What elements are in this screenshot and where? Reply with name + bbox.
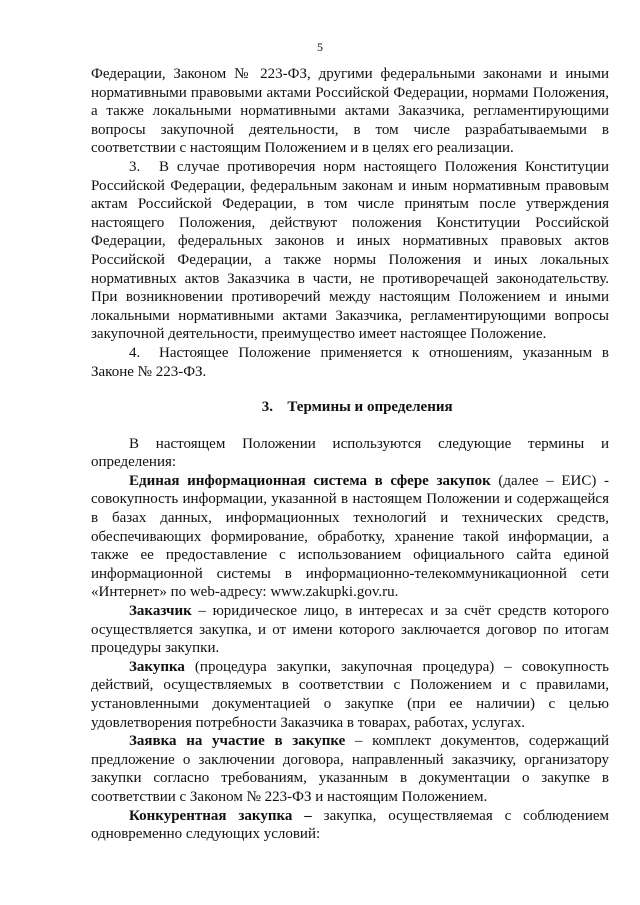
definition-procurement [91,658,609,732]
definition-text: закупка, осуществляемая с соблюдением одновременно следующих условий: [91,807,609,843]
definition-term: Заказчик [129,603,192,620]
page-number: 5 [317,40,323,54]
definition-term: Конкурентная закупка – [129,807,312,824]
definition-customer [91,602,609,658]
item-text: В случае противоречия норм настоящего Положения Конституции Российской Федерации, федеральным законам и иным нормативным правовым актам Российской Федерации, в том числе принятым после утверждения настоящего Положения, действуют положения Конституции Российской Федерации, федеральных законов и иных нормативных правовых актов Российской Федерации, а также нормы Положения и иных локальных нормативных актов Заказчика в части, не противоречащей законодательству. При возникновении противоречий между настоящим Положением и иными локальными нормативными актами Заказчика, регламентирующими вопросы закупочной деятельности, преимущество имеет настоящее Положение. [91,158,609,343]
section-heading [91,398,609,417]
definition-text: – комплект документов, содержащий предложение о заключении договора, направленный заказчику, организатору закупки согласно требованиям, указанным в документации о закупке в соответствии с Законом № 223-ФЗ и настоящим Положением. [91,733,609,805]
definition-term: Единая информационная система в сфере закупок [129,472,491,489]
section-number: 3. [261,399,273,416]
item-text: Настоящее Положение применяется к отношениям, указанным в Законе № 223-ФЗ. [91,344,609,380]
paragraph-continuation: Федерации, Законом № 223-ФЗ, другими федеральными законами и иными нормативными правовыми актами Российской Федерации, нормами Положения, а также локальными нормативными актами Заказчика, регламентирующими вопросы закупочной деятельности, в том числе разрабатываемыми в соответствии с настоящим Положением и в целях его реализации. [91,66,609,157]
definition-application [91,732,609,806]
item-number: 3. [129,158,141,175]
document-body [91,65,609,844]
numbered-item-4 [91,344,609,381]
definition-eis [91,472,609,602]
definition-competitive-procurement [91,807,609,844]
definition-text: – юридическое лицо, в интересах и за счёт средств которого осуществляется закупка, и от имени которого заключается договор по итогам процедуры закупки. [91,603,609,657]
numbered-item-3 [91,158,609,344]
section-title: Термины и определения [287,399,453,416]
item-number: 4. [129,344,141,361]
definition-text: (далее – ЕИС) - совокупность информации, указанной в настоящем Положении и содержащейся в базах данных, информационных технологий и технических средств, обеспечивающих формирование, обработку, хранение такой информации, а также ее предоставление с использованием официального сайта единой информационной системы в информационно-телекоммуникационной сети «Интернет» по web-адресу: www.zakupki.gov.ru. [91,472,609,601]
intro-paragraph: В настоящем Положении используются следующие термины и определения: [91,435,609,471]
definition-term: Закупка [129,658,185,675]
definition-term: Заявка на участие в закупке [129,733,346,750]
definition-text: (процедура закупки, закупочная процедура) – совокупность действий, осуществляемых в соответствии с Положением и с правилами, установленными документацией о закупке (при ее наличии) с целью удовлетворения потребности Заказчика в товарах, работах, услугах. [91,658,609,731]
